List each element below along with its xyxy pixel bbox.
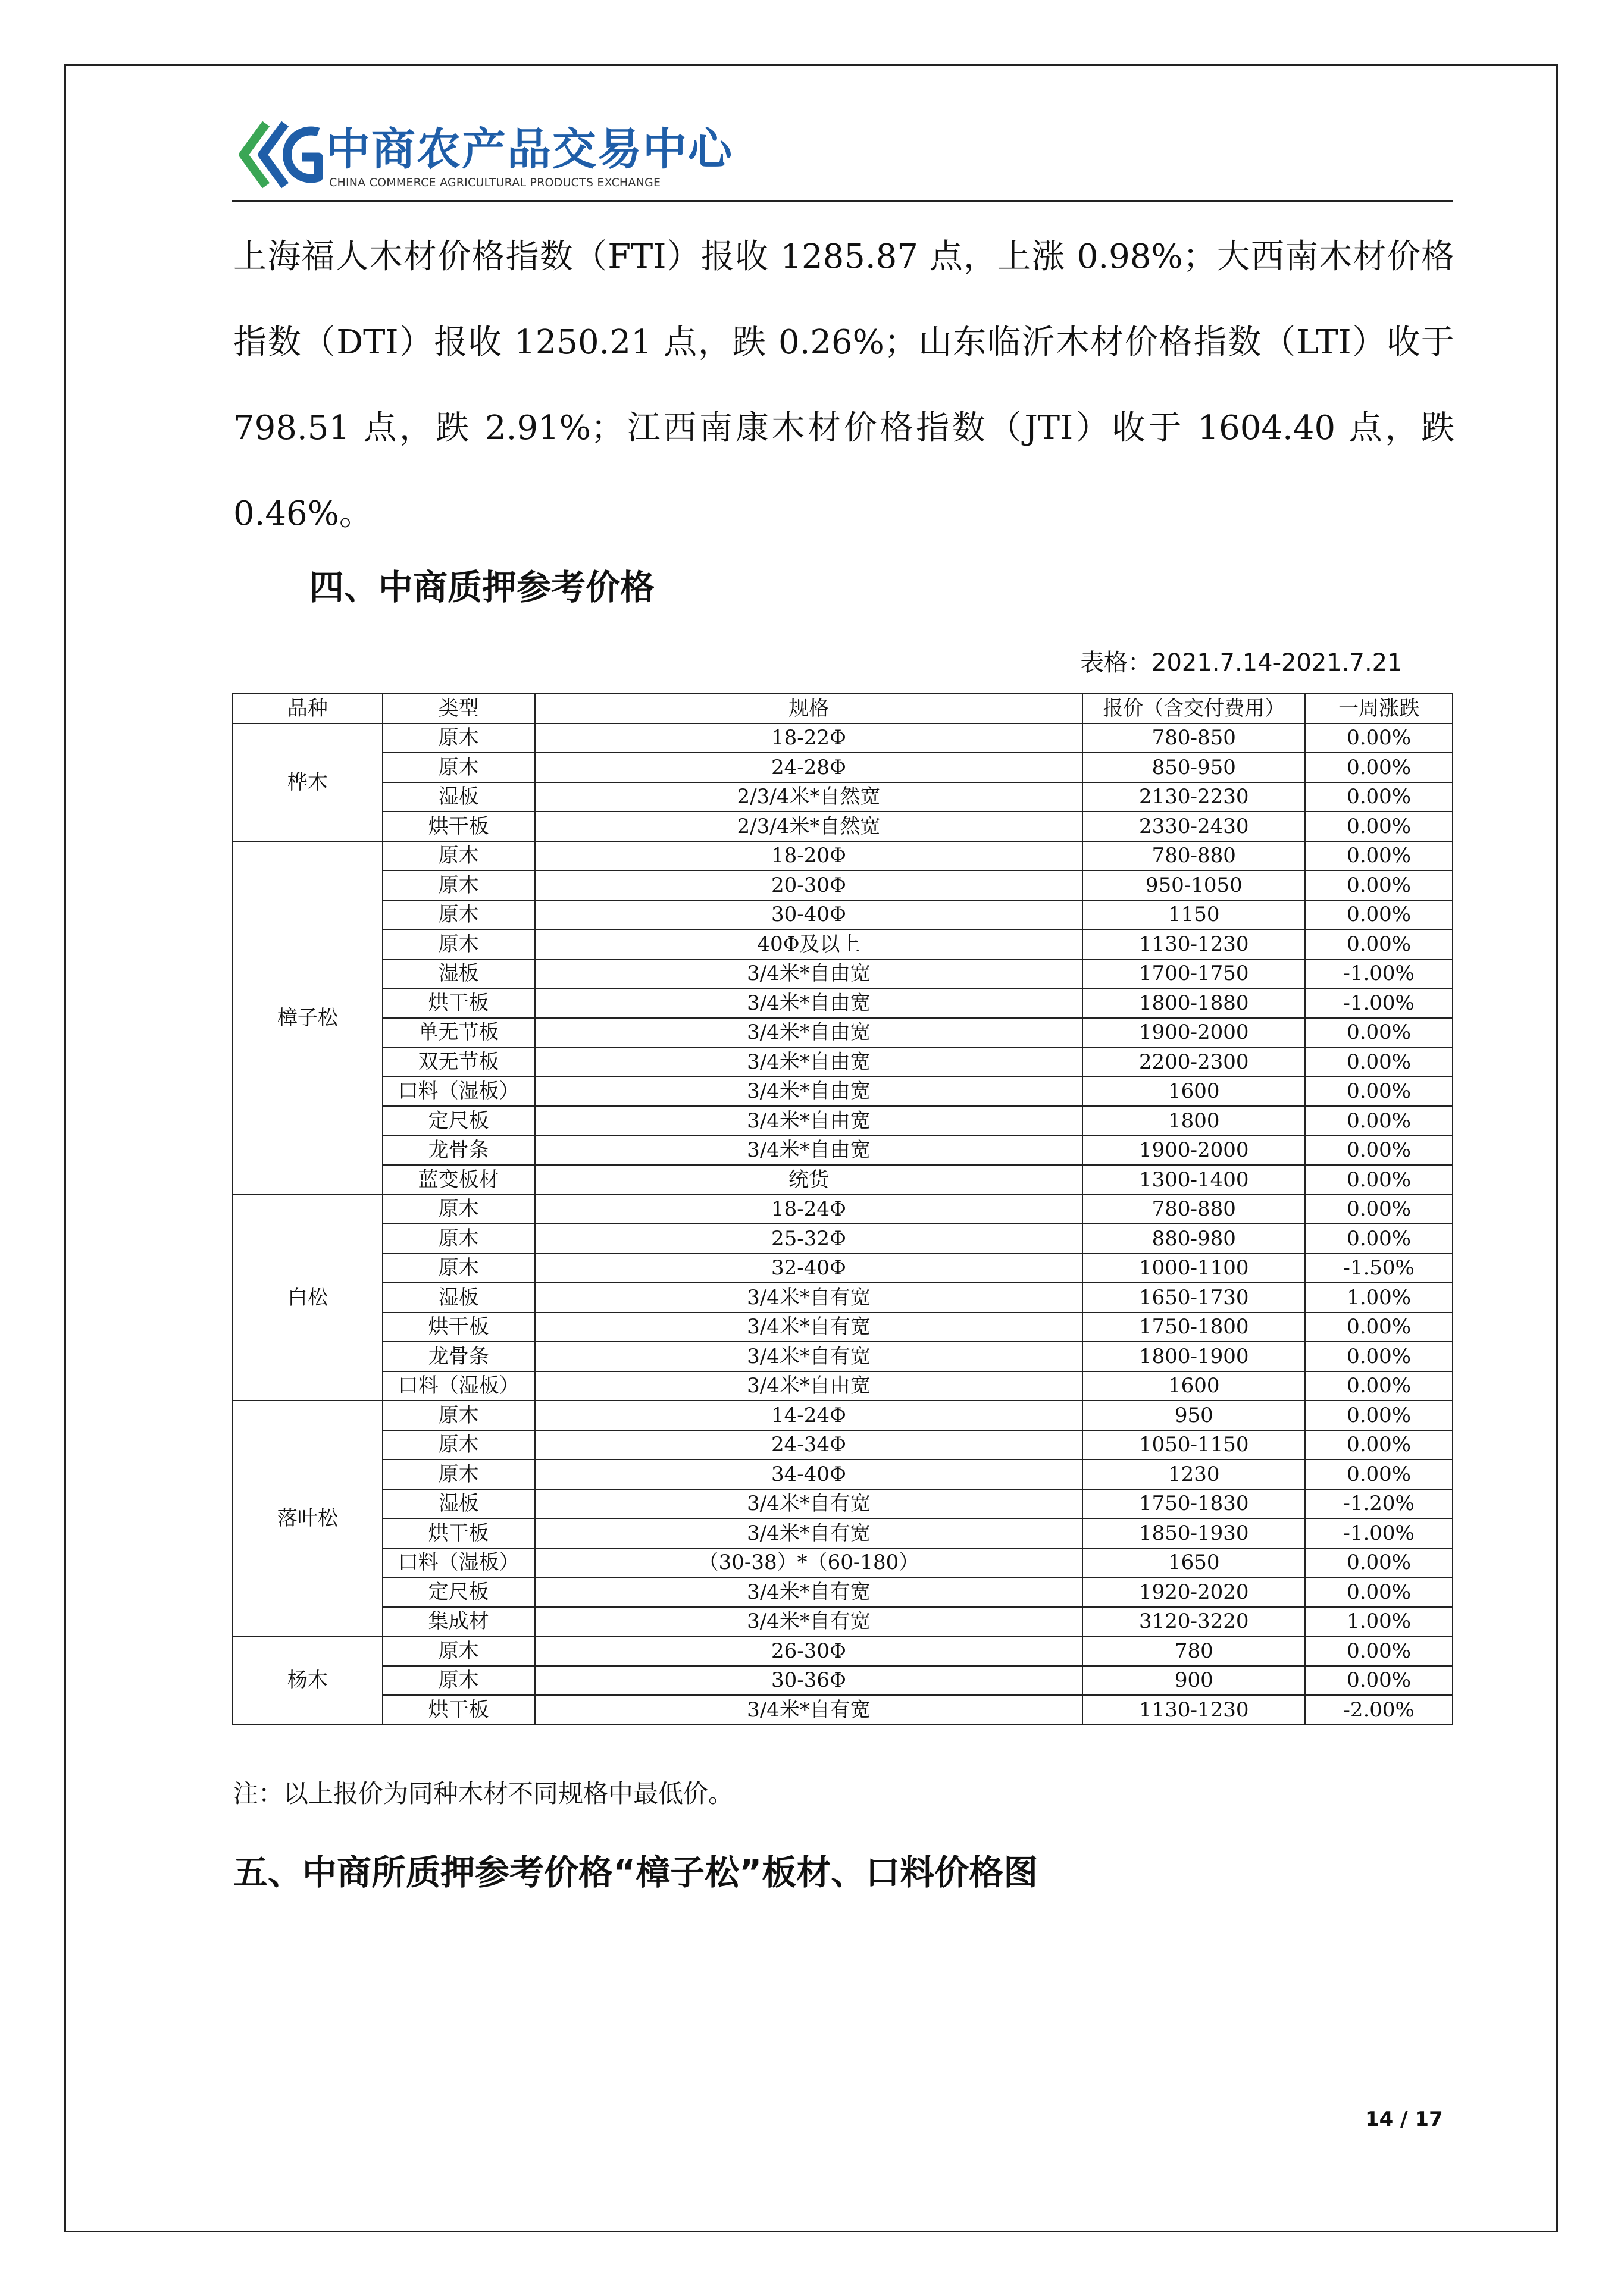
table-row (233, 812, 1453, 841)
type-cell: 龙骨条 (383, 1342, 535, 1371)
price-cell: 1750-1800 (1082, 1313, 1305, 1342)
header-price: 报价（含交付费用） (1082, 694, 1305, 723)
type-cell: 原木 (383, 723, 535, 753)
spec-cell: 3/4米*自由宽 (535, 1018, 1083, 1048)
header-spec: 规格 (535, 694, 1083, 723)
change-cell: 0.00% (1305, 1430, 1453, 1460)
header-divider (232, 200, 1453, 202)
table-row (233, 1577, 1453, 1607)
change-cell: 1.00% (1305, 1607, 1453, 1637)
table-row (233, 1489, 1453, 1519)
type-cell: 湿板 (383, 782, 535, 812)
change-cell: 0.00% (1305, 782, 1453, 812)
type-cell: 原木 (383, 1636, 535, 1666)
table-row (233, 1607, 1453, 1637)
type-cell: 集成材 (383, 1607, 535, 1637)
table-note: 注：以上报价为同种木材不同规格中最低价。 (233, 1779, 734, 1808)
table-row (233, 1047, 1453, 1077)
type-cell: 口料（湿板） (383, 1548, 535, 1578)
change-cell: 0.00% (1305, 1165, 1453, 1195)
price-cell: 1130-1230 (1082, 929, 1305, 959)
table-row (233, 900, 1453, 930)
change-cell: 0.00% (1305, 812, 1453, 841)
table-row (233, 1136, 1453, 1166)
table-row (233, 1636, 1453, 1666)
price-cell: 900 (1082, 1666, 1305, 1696)
table-row (233, 1695, 1453, 1725)
type-cell: 烘干板 (383, 988, 535, 1018)
spec-cell: 3/4米*自有宽 (535, 1283, 1083, 1313)
type-cell: 烘干板 (383, 1518, 535, 1548)
price-cell: 780 (1082, 1636, 1305, 1666)
spec-cell: 40Φ及以上 (535, 929, 1083, 959)
table-row (233, 1518, 1453, 1548)
spec-cell: 2/3/4米*自然宽 (535, 782, 1083, 812)
table-row (233, 1018, 1453, 1048)
change-cell: -1.50% (1305, 1254, 1453, 1283)
spec-cell: 30-40Φ (535, 900, 1083, 930)
type-cell: 口料（湿板） (383, 1077, 535, 1107)
table-row (233, 1548, 1453, 1578)
type-cell: 龙骨条 (383, 1136, 535, 1166)
change-cell: 0.00% (1305, 900, 1453, 930)
type-cell: 蓝变板材 (383, 1165, 535, 1195)
spec-cell: 20-30Φ (535, 870, 1083, 900)
change-cell: 0.00% (1305, 1577, 1453, 1607)
section-4-heading: 四、中商质押参考价格 (309, 567, 655, 607)
change-cell: 1.00% (1305, 1283, 1453, 1313)
type-cell: 定尺板 (383, 1106, 535, 1136)
price-table-body (233, 723, 1453, 1725)
table-date-range: 表格：2021.7.14-2021.7.21 (1080, 649, 1403, 676)
change-cell: 0.00% (1305, 1195, 1453, 1224)
change-cell: 0.00% (1305, 929, 1453, 959)
change-cell: 0.00% (1305, 753, 1453, 782)
price-cell: 1600 (1082, 1077, 1305, 1107)
table-header-row (233, 694, 1453, 723)
type-cell: 湿板 (383, 1283, 535, 1313)
price-cell: 1800-1880 (1082, 988, 1305, 1018)
table-row (233, 841, 1453, 871)
change-cell: -1.00% (1305, 988, 1453, 1018)
type-cell: 湿板 (383, 959, 535, 989)
change-cell: 0.00% (1305, 1342, 1453, 1371)
type-cell: 原木 (383, 1459, 535, 1489)
header-weekly-change: 一周涨跌 (1305, 694, 1453, 723)
change-cell: 0.00% (1305, 1106, 1453, 1136)
type-cell: 烘干板 (383, 812, 535, 841)
change-cell: 0.00% (1305, 723, 1453, 753)
price-cell: 1300-1400 (1082, 1165, 1305, 1195)
spec-cell: 18-24Φ (535, 1195, 1083, 1224)
change-cell: -1.00% (1305, 959, 1453, 989)
spec-cell: 统货 (535, 1165, 1083, 1195)
type-cell: 湿板 (383, 1489, 535, 1519)
change-cell: 0.00% (1305, 1548, 1453, 1578)
spec-cell: 24-34Φ (535, 1430, 1083, 1460)
change-cell: 0.00% (1305, 1047, 1453, 1077)
price-cell: 1900-2000 (1082, 1018, 1305, 1048)
spec-cell: 18-20Φ (535, 841, 1083, 871)
table-row (233, 753, 1453, 782)
type-cell: 原木 (383, 753, 535, 782)
type-cell: 烘干板 (383, 1695, 535, 1725)
spec-cell: 14-24Φ (535, 1401, 1083, 1430)
spec-cell: 34-40Φ (535, 1459, 1083, 1489)
spec-cell: （30-38）*（60-180） (535, 1548, 1083, 1578)
type-cell: 口料（湿板） (383, 1371, 535, 1401)
page-number: 14 / 17 (1365, 2107, 1443, 2131)
spec-cell: 18-22Φ (535, 723, 1083, 753)
change-cell: 0.00% (1305, 1371, 1453, 1401)
price-cell: 1700-1750 (1082, 959, 1305, 989)
type-cell: 原木 (383, 900, 535, 930)
type-cell: 单无节板 (383, 1018, 535, 1048)
spec-cell: 3/4米*自有宽 (535, 1489, 1083, 1519)
spec-cell: 3/4米*自由宽 (535, 959, 1083, 989)
type-cell: 双无节板 (383, 1047, 535, 1077)
spec-cell: 3/4米*自有宽 (535, 1607, 1083, 1637)
variety-cell: 杨木 (233, 1636, 383, 1725)
change-cell: 0.00% (1305, 1636, 1453, 1666)
price-cell: 1600 (1082, 1371, 1305, 1401)
price-cell: 880-980 (1082, 1224, 1305, 1254)
spec-cell: 30-36Φ (535, 1666, 1083, 1696)
spec-cell: 24-28Φ (535, 753, 1083, 782)
table-row (233, 1666, 1453, 1696)
section-5-heading: 五、中商所质押参考价格“樟子松”板材、口料价格图 (233, 1852, 1038, 1893)
price-cell: 950-1050 (1082, 870, 1305, 900)
table-row (233, 1401, 1453, 1430)
spec-cell: 2/3/4米*自然宽 (535, 812, 1083, 841)
table-row (233, 782, 1453, 812)
change-cell: -1.20% (1305, 1489, 1453, 1519)
spec-cell: 3/4米*自有宽 (535, 1518, 1083, 1548)
change-cell: 0.00% (1305, 841, 1453, 871)
price-cell: 1920-2020 (1082, 1577, 1305, 1607)
table-row (233, 1371, 1453, 1401)
table-row (233, 1283, 1453, 1313)
price-cell: 1230 (1082, 1459, 1305, 1489)
header-variety: 品种 (233, 694, 383, 723)
price-cell: 1800-1900 (1082, 1342, 1305, 1371)
variety-cell: 白松 (233, 1195, 383, 1401)
type-cell: 定尺板 (383, 1577, 535, 1607)
company-logo-icon (235, 119, 324, 190)
price-cell: 1000-1100 (1082, 1254, 1305, 1283)
brand-name-cn: 中商农产品交易中心 (326, 124, 733, 175)
spec-cell: 3/4米*自有宽 (535, 1695, 1083, 1725)
price-cell: 2330-2430 (1082, 812, 1305, 841)
spec-cell: 26-30Φ (535, 1636, 1083, 1666)
price-cell: 850-950 (1082, 753, 1305, 782)
price-cell: 2200-2300 (1082, 1047, 1305, 1077)
price-cell: 1850-1930 (1082, 1518, 1305, 1548)
change-cell: 0.00% (1305, 1077, 1453, 1107)
table-row (233, 1254, 1453, 1283)
type-cell: 原木 (383, 1254, 535, 1283)
type-cell: 烘干板 (383, 1313, 535, 1342)
change-cell: -1.00% (1305, 1518, 1453, 1548)
table-row (233, 1165, 1453, 1195)
table-row (233, 1106, 1453, 1136)
spec-cell: 3/4米*自由宽 (535, 988, 1083, 1018)
header-type: 类型 (383, 694, 535, 723)
spec-cell: 3/4米*自有宽 (535, 1313, 1083, 1342)
table-row (233, 1430, 1453, 1460)
change-cell: 0.00% (1305, 1401, 1453, 1430)
table-row (233, 959, 1453, 989)
spec-cell: 25-32Φ (535, 1224, 1083, 1254)
price-cell: 1750-1830 (1082, 1489, 1305, 1519)
type-cell: 原木 (383, 1401, 535, 1430)
price-cell: 1800 (1082, 1106, 1305, 1136)
table-row (233, 988, 1453, 1018)
index-summary-paragraph: 上海福人木材价格指数（FTI）报收 1285.87 点，上涨 0.98%；大西南木材价格指数（DTI）报收 1250.21 点，跌 0.26%；山东临沂木材价格指数（LTI）收于 798.51 点，跌 2.91%；江西南康木材价格指数（JTI）收于 1604.40 点，跌 0.46%。 (233, 237, 1454, 533)
type-cell: 原木 (383, 1195, 535, 1224)
variety-cell: 樟子松 (233, 841, 383, 1195)
price-cell: 1050-1150 (1082, 1430, 1305, 1460)
price-cell: 2130-2230 (1082, 782, 1305, 812)
change-cell: 0.00% (1305, 1136, 1453, 1166)
table-row (233, 1224, 1453, 1254)
type-cell: 原木 (383, 1430, 535, 1460)
spec-cell: 3/4米*自由宽 (535, 1371, 1083, 1401)
spec-cell: 3/4米*自由宽 (535, 1106, 1083, 1136)
variety-cell: 落叶松 (233, 1401, 383, 1636)
price-cell: 1650-1730 (1082, 1283, 1305, 1313)
price-cell: 3120-3220 (1082, 1607, 1305, 1637)
type-cell: 原木 (383, 929, 535, 959)
change-cell: 0.00% (1305, 1459, 1453, 1489)
table-row (233, 1313, 1453, 1342)
change-cell: 0.00% (1305, 1224, 1453, 1254)
type-cell: 原木 (383, 870, 535, 900)
table-row (233, 929, 1453, 959)
price-cell: 1900-2000 (1082, 1136, 1305, 1166)
price-cell: 780-880 (1082, 841, 1305, 871)
table-row (233, 1195, 1453, 1224)
price-cell: 1150 (1082, 900, 1305, 930)
change-cell: 0.00% (1305, 870, 1453, 900)
spec-cell: 3/4米*自由宽 (535, 1136, 1083, 1166)
spec-cell: 32-40Φ (535, 1254, 1083, 1283)
price-cell: 950 (1082, 1401, 1305, 1430)
table-row (233, 1459, 1453, 1489)
spec-cell: 3/4米*自由宽 (535, 1047, 1083, 1077)
table-row (233, 1077, 1453, 1107)
change-cell: 0.00% (1305, 1313, 1453, 1342)
type-cell: 原木 (383, 841, 535, 871)
price-cell: 1650 (1082, 1548, 1305, 1578)
spec-cell: 3/4米*自有宽 (535, 1342, 1083, 1371)
brand-name-en: CHINA COMMERCE AGRICULTURAL PRODUCTS EXCHANGE (329, 176, 661, 189)
table-row (233, 1342, 1453, 1371)
price-cell: 1130-1230 (1082, 1695, 1305, 1725)
table-row (233, 723, 1453, 753)
change-cell: 0.00% (1305, 1666, 1453, 1696)
price-table (232, 693, 1453, 1725)
type-cell: 原木 (383, 1666, 535, 1696)
price-cell: 780-880 (1082, 1195, 1305, 1224)
variety-cell: 桦木 (233, 723, 383, 841)
change-cell: 0.00% (1305, 1018, 1453, 1048)
table-row (233, 870, 1453, 900)
spec-cell: 3/4米*自有宽 (535, 1577, 1083, 1607)
type-cell: 原木 (383, 1224, 535, 1254)
price-cell: 780-850 (1082, 723, 1305, 753)
spec-cell: 3/4米*自由宽 (535, 1077, 1083, 1107)
change-cell: -2.00% (1305, 1695, 1453, 1725)
